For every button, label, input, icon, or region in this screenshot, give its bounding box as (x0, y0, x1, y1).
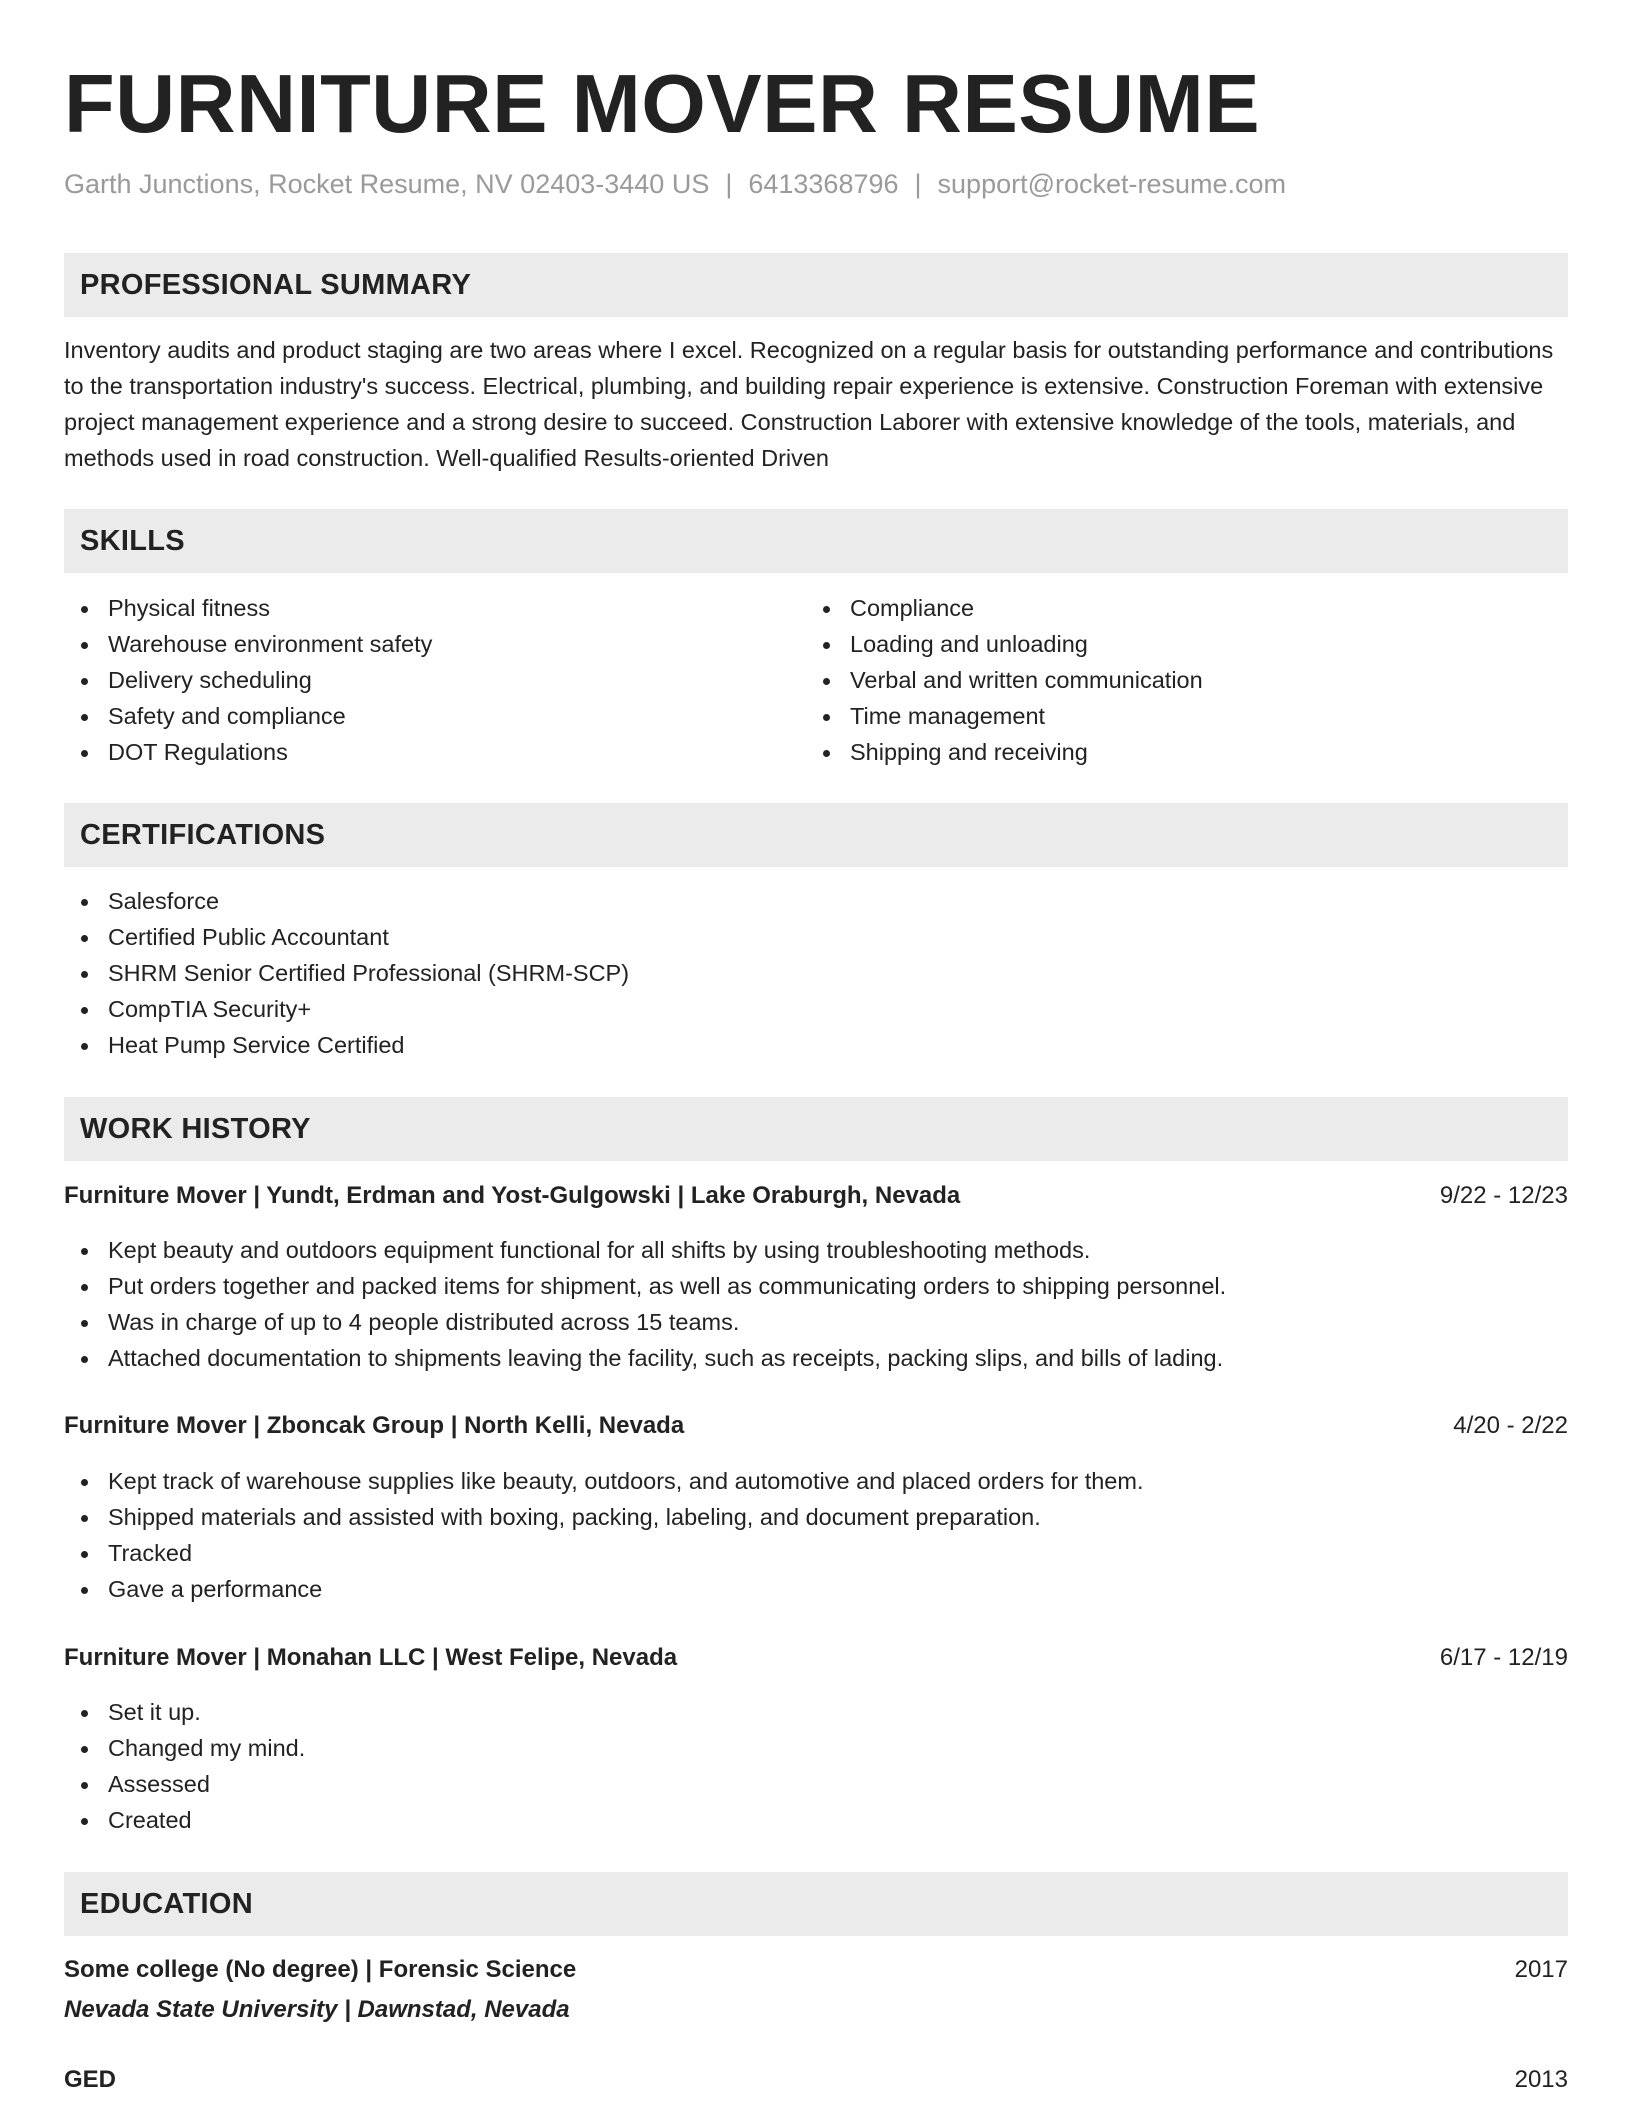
job-bullet: Kept track of warehouse supplies like beauty, outdoors, and automotive and placed orders for them. (64, 1463, 1143, 1499)
job-bullets (64, 1232, 1226, 1376)
job-bullet: Changed my mind. (64, 1730, 305, 1766)
job-bullet: Put orders together and packed items for shipment, as well as communicating orders to shipping personnel. (64, 1268, 1226, 1304)
contact-line (64, 166, 1286, 202)
job-bullets (64, 1463, 1143, 1607)
skill-item: Physical fitness (64, 590, 432, 626)
skills-section-header (64, 509, 1568, 573)
skill-item: Time management (806, 698, 1203, 734)
job-title: Furniture Mover | Yundt, Erdman and Yost-Gulgowski | Lake Oraburgh, Nevada (64, 1182, 961, 1209)
summary-text: Inventory audits and product staging are two areas where I excel. Recognized on a regular basis for outstanding performance and contributions to the transportation industry's success. Electrical, plumbing, and building repair experience is extensive. Construction Foreman with extensive project management experience and a strong desire to succeed. Construction Laborer with extensive knowledge of the tools, materials, and methods used in road construction. Well-qualified Results-oriented Driven (64, 337, 1554, 471)
summary-heading: PROFESSIONAL SUMMARY (80, 269, 472, 301)
skills-list-left (64, 590, 432, 770)
job-dates: 6/17 - 12/19 (1439, 1644, 1568, 1671)
job-dates: 9/22 - 12/23 (1439, 1182, 1568, 1209)
education-entry-header (64, 2062, 1568, 2098)
job-bullet: Set it up. (64, 1694, 305, 1730)
job-bullet: Assessed (64, 1766, 305, 1802)
job-title: Furniture Mover | Monahan LLC | West Felipe, Nevada (64, 1644, 678, 1671)
contact-email[interactable]: support@rocket-resume.com (937, 169, 1287, 199)
contact-separator: | (914, 169, 922, 199)
job-title: Furniture Mover | Zboncak Group | North Kelli, Nevada (64, 1412, 685, 1439)
skill-item: Warehouse environment safety (64, 626, 432, 662)
skill-item: Shipping and receiving (806, 734, 1203, 770)
job-bullet: Shipped materials and assisted with boxing, packing, labeling, and document preparation. (64, 1499, 1143, 1535)
education-year: 2017 (1514, 1956, 1568, 1983)
skill-item: Verbal and written communication (806, 662, 1203, 698)
work-history-heading: WORK HISTORY (80, 1113, 311, 1145)
certification-item: SHRM Senior Certified Professional (SHRM-SCP) (64, 955, 629, 991)
certification-item: CompTIA Security+ (64, 991, 629, 1027)
job-bullet: Kept beauty and outdoors equipment functional for all shifts by using troubleshooting methods. (64, 1232, 1226, 1268)
certification-item: Salesforce (64, 883, 629, 919)
job-bullets (64, 1694, 305, 1838)
education-degree: Some college (No degree) | Forensic Science (64, 1956, 577, 1983)
certifications-heading: CERTIFICATIONS (80, 819, 326, 851)
certification-item: Heat Pump Service Certified (64, 1027, 629, 1063)
certifications-section-header (64, 803, 1568, 867)
job-dates: 4/20 - 2/22 (1453, 1412, 1568, 1439)
skill-item: Safety and compliance (64, 698, 432, 734)
skill-item: Loading and unloading (806, 626, 1203, 662)
contact-separator: | (725, 169, 733, 199)
job-bullet: Gave a performance (64, 1571, 1143, 1607)
work-history-section-header (64, 1097, 1568, 1161)
job-header (64, 1408, 1568, 1444)
education-section-header (64, 1872, 1568, 1936)
summary-section-header (64, 253, 1568, 317)
job-bullet: Created (64, 1802, 305, 1838)
contact-address: Garth Junctions, Rocket Resume, NV 02403-3440 US (64, 169, 710, 199)
job-bullet: Was in charge of up to 4 people distributed across 15 teams. (64, 1304, 1226, 1340)
skill-item: Delivery scheduling (64, 662, 432, 698)
skills-list-right (806, 590, 1203, 770)
education-degree: GED (64, 2066, 117, 2093)
education-heading: EDUCATION (80, 1888, 253, 1920)
skill-item: DOT Regulations (64, 734, 432, 770)
education-year: 2013 (1514, 2066, 1568, 2093)
job-header (64, 1640, 1568, 1676)
resume-title: FURNITURE MOVER RESUME (64, 57, 1261, 150)
certifications-list (64, 883, 629, 1063)
job-bullet: Attached documentation to shipments leaving the facility, such as receipts, packing slips, and bills of lading. (64, 1340, 1226, 1376)
skill-item: Compliance (806, 590, 1203, 626)
certification-item: Certified Public Accountant (64, 919, 629, 955)
education-entry-header (64, 1952, 1568, 1988)
contact-phone: 6413368796 (748, 169, 899, 199)
education-school: Nevada State University | Dawnstad, Nevada (64, 1996, 570, 2023)
job-bullet: Tracked (64, 1535, 1143, 1571)
skills-heading: SKILLS (80, 525, 185, 557)
job-header (64, 1178, 1568, 1214)
